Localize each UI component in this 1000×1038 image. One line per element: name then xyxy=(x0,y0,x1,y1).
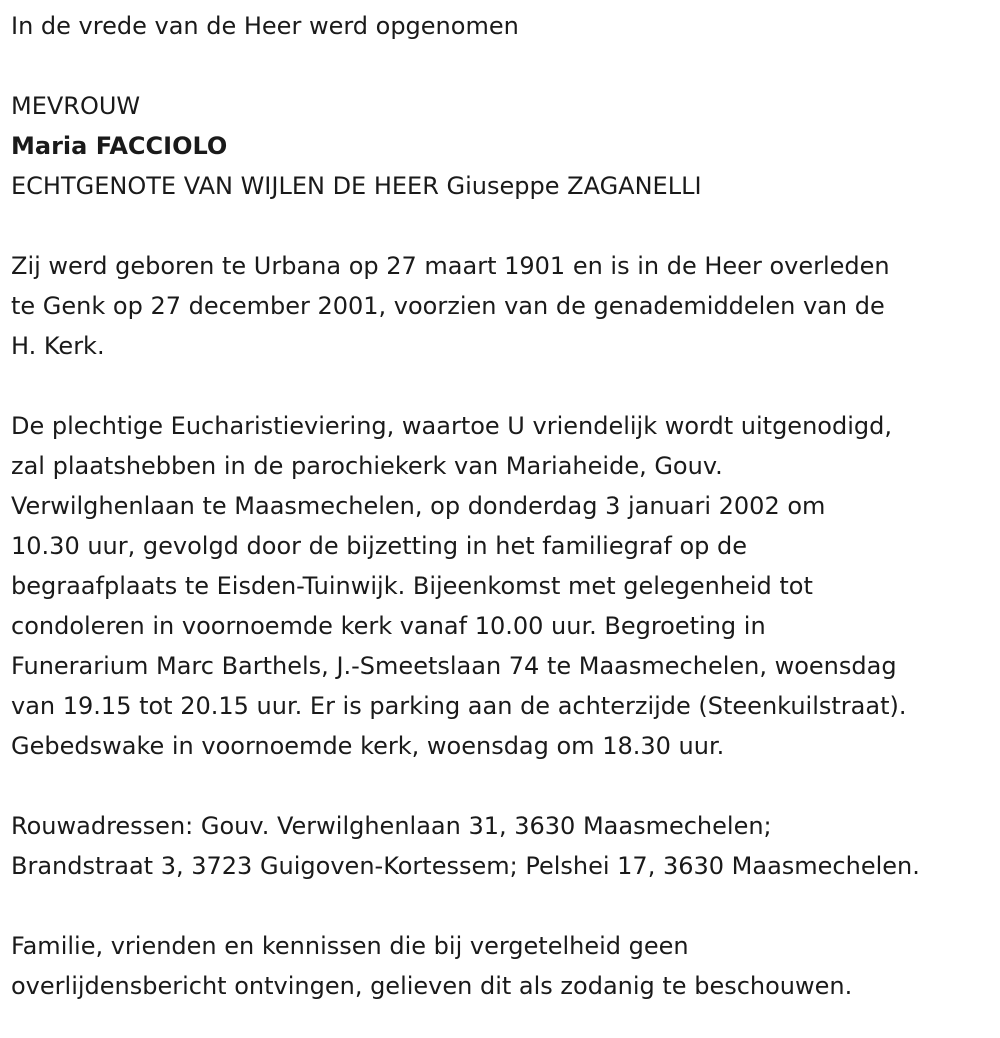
deceased-name: Maria FACCIOLO xyxy=(11,132,228,160)
spouse-line: ECHTGENOTE VAN WIJLEN DE HEER Giuseppe ZAGANELLI xyxy=(11,172,702,200)
spacer xyxy=(11,886,990,926)
paragraph-line: H. Kerk. xyxy=(11,332,105,360)
ceremony-paragraph xyxy=(11,406,990,766)
paragraph-line: overlijdensbericht ontvingen, gelieven dit als zodanig te beschouwen. xyxy=(11,972,853,1000)
paragraph-line: Brandstraat 3, 3723 Guigoven-Kortessem; Pelshei 17, 3630 Maasmechelen. xyxy=(11,852,920,880)
paragraph-line: Familie, vrienden en kennissen die bij vergetelheid geen xyxy=(11,932,689,960)
paragraph-line: van 19.15 tot 20.15 uur. Er is parking aan de achterzijde (Steenkuilstraat). xyxy=(11,692,907,720)
birth-paragraph xyxy=(11,246,990,366)
spacer xyxy=(11,366,990,406)
spacer xyxy=(11,766,990,806)
paragraph-line: Gebedswake in voornoemde kerk, woensdag om 18.30 uur. xyxy=(11,732,725,760)
paragraph-line: Funerarium Marc Barthels, J.-Smeetslaan 74 te Maasmechelen, woensdag xyxy=(11,652,897,680)
paragraph-line: Zij werd geboren te Urbana op 27 maart 1901 en is in de Heer overleden xyxy=(11,252,890,280)
paragraph-line: condoleren in voornoemde kerk vanaf 10.00 uur. Begroeting in xyxy=(11,612,766,640)
paragraph-line: begraafplaats te Eisden-Tuinwijk. Bijeenkomst met gelegenheid tot xyxy=(11,572,813,600)
paragraph-line: te Genk op 27 december 2001, voorzien van de genademiddelen van de xyxy=(11,292,885,320)
paragraph-line: De plechtige Eucharistieviering, waartoe U vriendelijk wordt uitgenodigd, xyxy=(11,412,892,440)
honorific-title: MEVROUW xyxy=(11,92,141,120)
paragraph-line: Verwilghenlaan te Maasmechelen, op donderdag 3 januari 2002 om xyxy=(11,492,826,520)
paragraph-line: 10.30 uur, gevolgd door de bijzetting in het familiegraf op de xyxy=(11,532,748,560)
spacer xyxy=(11,206,990,246)
intro-text: In de vrede van de Heer werd opgenomen xyxy=(11,12,519,40)
paragraph-line: zal plaatshebben in de parochiekerk van Mariaheide, Gouv. xyxy=(11,452,723,480)
address-paragraph xyxy=(11,806,990,886)
closing-paragraph xyxy=(11,926,990,1006)
spacer xyxy=(11,46,990,86)
paragraph-line: Rouwadressen: Gouv. Verwilghenlaan 31, 3630 Maasmechelen; xyxy=(11,812,772,840)
